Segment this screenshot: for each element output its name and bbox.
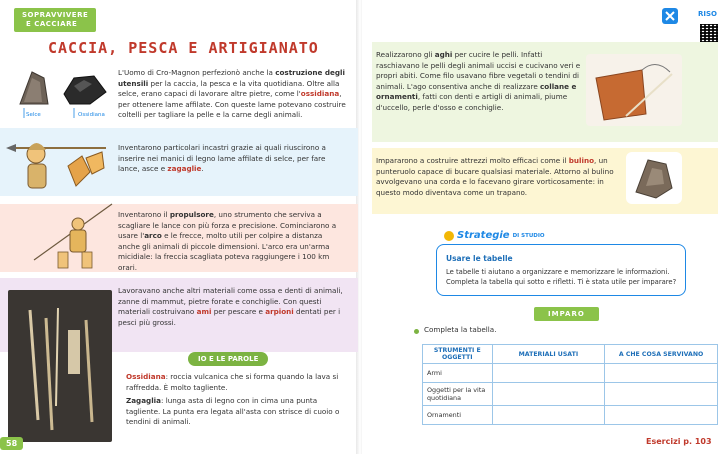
strategy-text: Le tabelle ti aiutano a organizzare e memorizzare le informazioni. Completa la tabella qui sotto e rifletti. Ti è stata utile per imparare? bbox=[446, 268, 677, 286]
strategy-title: Strategie bbox=[457, 230, 510, 241]
words-tab: IO E LE PAROLE bbox=[188, 352, 268, 366]
intro-paragraph: L'Uomo di Cro-Magnon perfezionò anche la costruzione degli utensili per la caccia, la pesca e la vita quotidiana. Oltre alla selce, erano capaci di lavorare altre pietre, come l'ossidiana, per ottenere lame affilate. Con queste lame potevano costruire coltelli per tagliare la pelle e la carne degli animali. bbox=[118, 68, 346, 119]
section-tag bbox=[14, 8, 96, 32]
label-selce: Selce bbox=[26, 112, 41, 118]
table-cell-input[interactable] bbox=[605, 406, 718, 425]
green-paragraph: Realizzarono gli aghi per cucire le pelli. Infatti raschiavano le pelli degli animali uccisi e cucivano veri e propri abiti. Come filo usavano fibre vegetali o tendini di animali. L'ago consentiva anche di realizzare collane e ornamenti, fatti con denti e artigli di animali, piume d'uccello, perle d'osso e conchiglie. bbox=[376, 50, 581, 112]
table-header-funzione: A CHE COSA SERVIVANO bbox=[605, 345, 718, 364]
strategy-heading: Usare le tabelle bbox=[446, 254, 513, 263]
bullet-icon bbox=[414, 329, 419, 334]
close-icon[interactable] bbox=[662, 8, 678, 24]
table-row bbox=[423, 383, 718, 406]
table-row bbox=[423, 364, 718, 383]
resources-label: RISO bbox=[698, 10, 717, 18]
table-cell-label: Armi bbox=[423, 364, 493, 383]
table-cell-input[interactable] bbox=[605, 364, 718, 383]
table-cell-input[interactable] bbox=[492, 364, 605, 383]
section-tag-line1: SOPRAVVIVERE bbox=[22, 11, 89, 19]
exercise-table bbox=[422, 344, 718, 425]
table-cell-label: Ornamenti bbox=[423, 406, 493, 425]
glossary-box: Ossidiana: roccia vulcanica che si forma quando la lava si raffredda. È molto tagliente. Zagaglia: lunga asta di legno con in cima una punta tagliente. La punta era legata all'asta con strisce di cuoio o tendini di animali. bbox=[126, 372, 340, 426]
caveman-illustration bbox=[6, 128, 110, 198]
label-ossidiana: Ossidiana bbox=[78, 112, 105, 118]
page-number-left: 58 bbox=[0, 437, 23, 450]
needle-drawing bbox=[586, 54, 682, 126]
table-cell-label: Oggetti per la vita quotidiana bbox=[423, 383, 493, 406]
strategy-gear-icon bbox=[444, 231, 454, 241]
table-cell-input[interactable] bbox=[605, 383, 718, 406]
yellow-paragraph: Impararono a costruire attrezzi molto efficaci come il bulino, un punteruolo capace di bucare qualsiasi materiale. Attorno al bulino avvolgevano una corda e lo facevano girare vorticosamente: in questo modo diventava come un trapano. bbox=[376, 156, 614, 197]
table-header-materiali: MATERIALI USATI bbox=[492, 345, 605, 364]
bone-tools-drawing bbox=[8, 290, 112, 442]
glossary-word-2: Zagaglia bbox=[126, 396, 161, 405]
table-row bbox=[423, 406, 718, 425]
hunter-illustration bbox=[30, 200, 116, 272]
needle-photo bbox=[586, 54, 682, 126]
bulino-photo bbox=[626, 152, 682, 204]
obsidian-stone bbox=[64, 76, 106, 104]
table-cell-input[interactable] bbox=[492, 383, 605, 406]
glossary-word-1: Ossidiana bbox=[126, 372, 166, 381]
lilac-paragraph: Lavoravano anche altri materiali come ossa e denti di animali, zanne di mammut, pietre forate e conchiglie. Con questi materiali costruivano ami per pescare e arpioni dentati per i pesci più grossi. bbox=[118, 286, 343, 327]
instruction-text: Completa la tabella. bbox=[424, 325, 497, 334]
imparo-tab: IMPARO bbox=[534, 307, 599, 321]
peach-paragraph: Inventarono il propulsore, uno strumento che serviva a scagliare le lance con più forza e precisione. Cominciarono a usare l'arco e le frecce, molto utili per colpire a distanza anche gli animali di piccole dimensioni. L'arco era un'arma micidiale: la freccia scagliata poteva raggiungere i 100 km orari. bbox=[118, 210, 337, 272]
section-tag-line2: E CACCIARE bbox=[26, 20, 78, 28]
strategy-header bbox=[440, 230, 549, 241]
strategy-subtitle: DI STUDIO bbox=[512, 232, 545, 239]
bulino-drawing bbox=[626, 152, 682, 204]
page-title: CACCIA, PESCA E ARTIGIANATO bbox=[48, 39, 319, 57]
blue-paragraph: Inventarono particolari incastri grazie ai quali riuscirono a inserire nei manici di legno lame affilate di selce, per fare lance, asce e zagaglie. bbox=[118, 143, 326, 173]
table-cell-input[interactable] bbox=[492, 406, 605, 425]
exercises-link[interactable]: Esercizi p. 103 bbox=[646, 437, 712, 446]
bone-tools-photo bbox=[8, 290, 112, 442]
table-header-strumenti: STRUMENTI E OGGETTI bbox=[423, 345, 493, 364]
